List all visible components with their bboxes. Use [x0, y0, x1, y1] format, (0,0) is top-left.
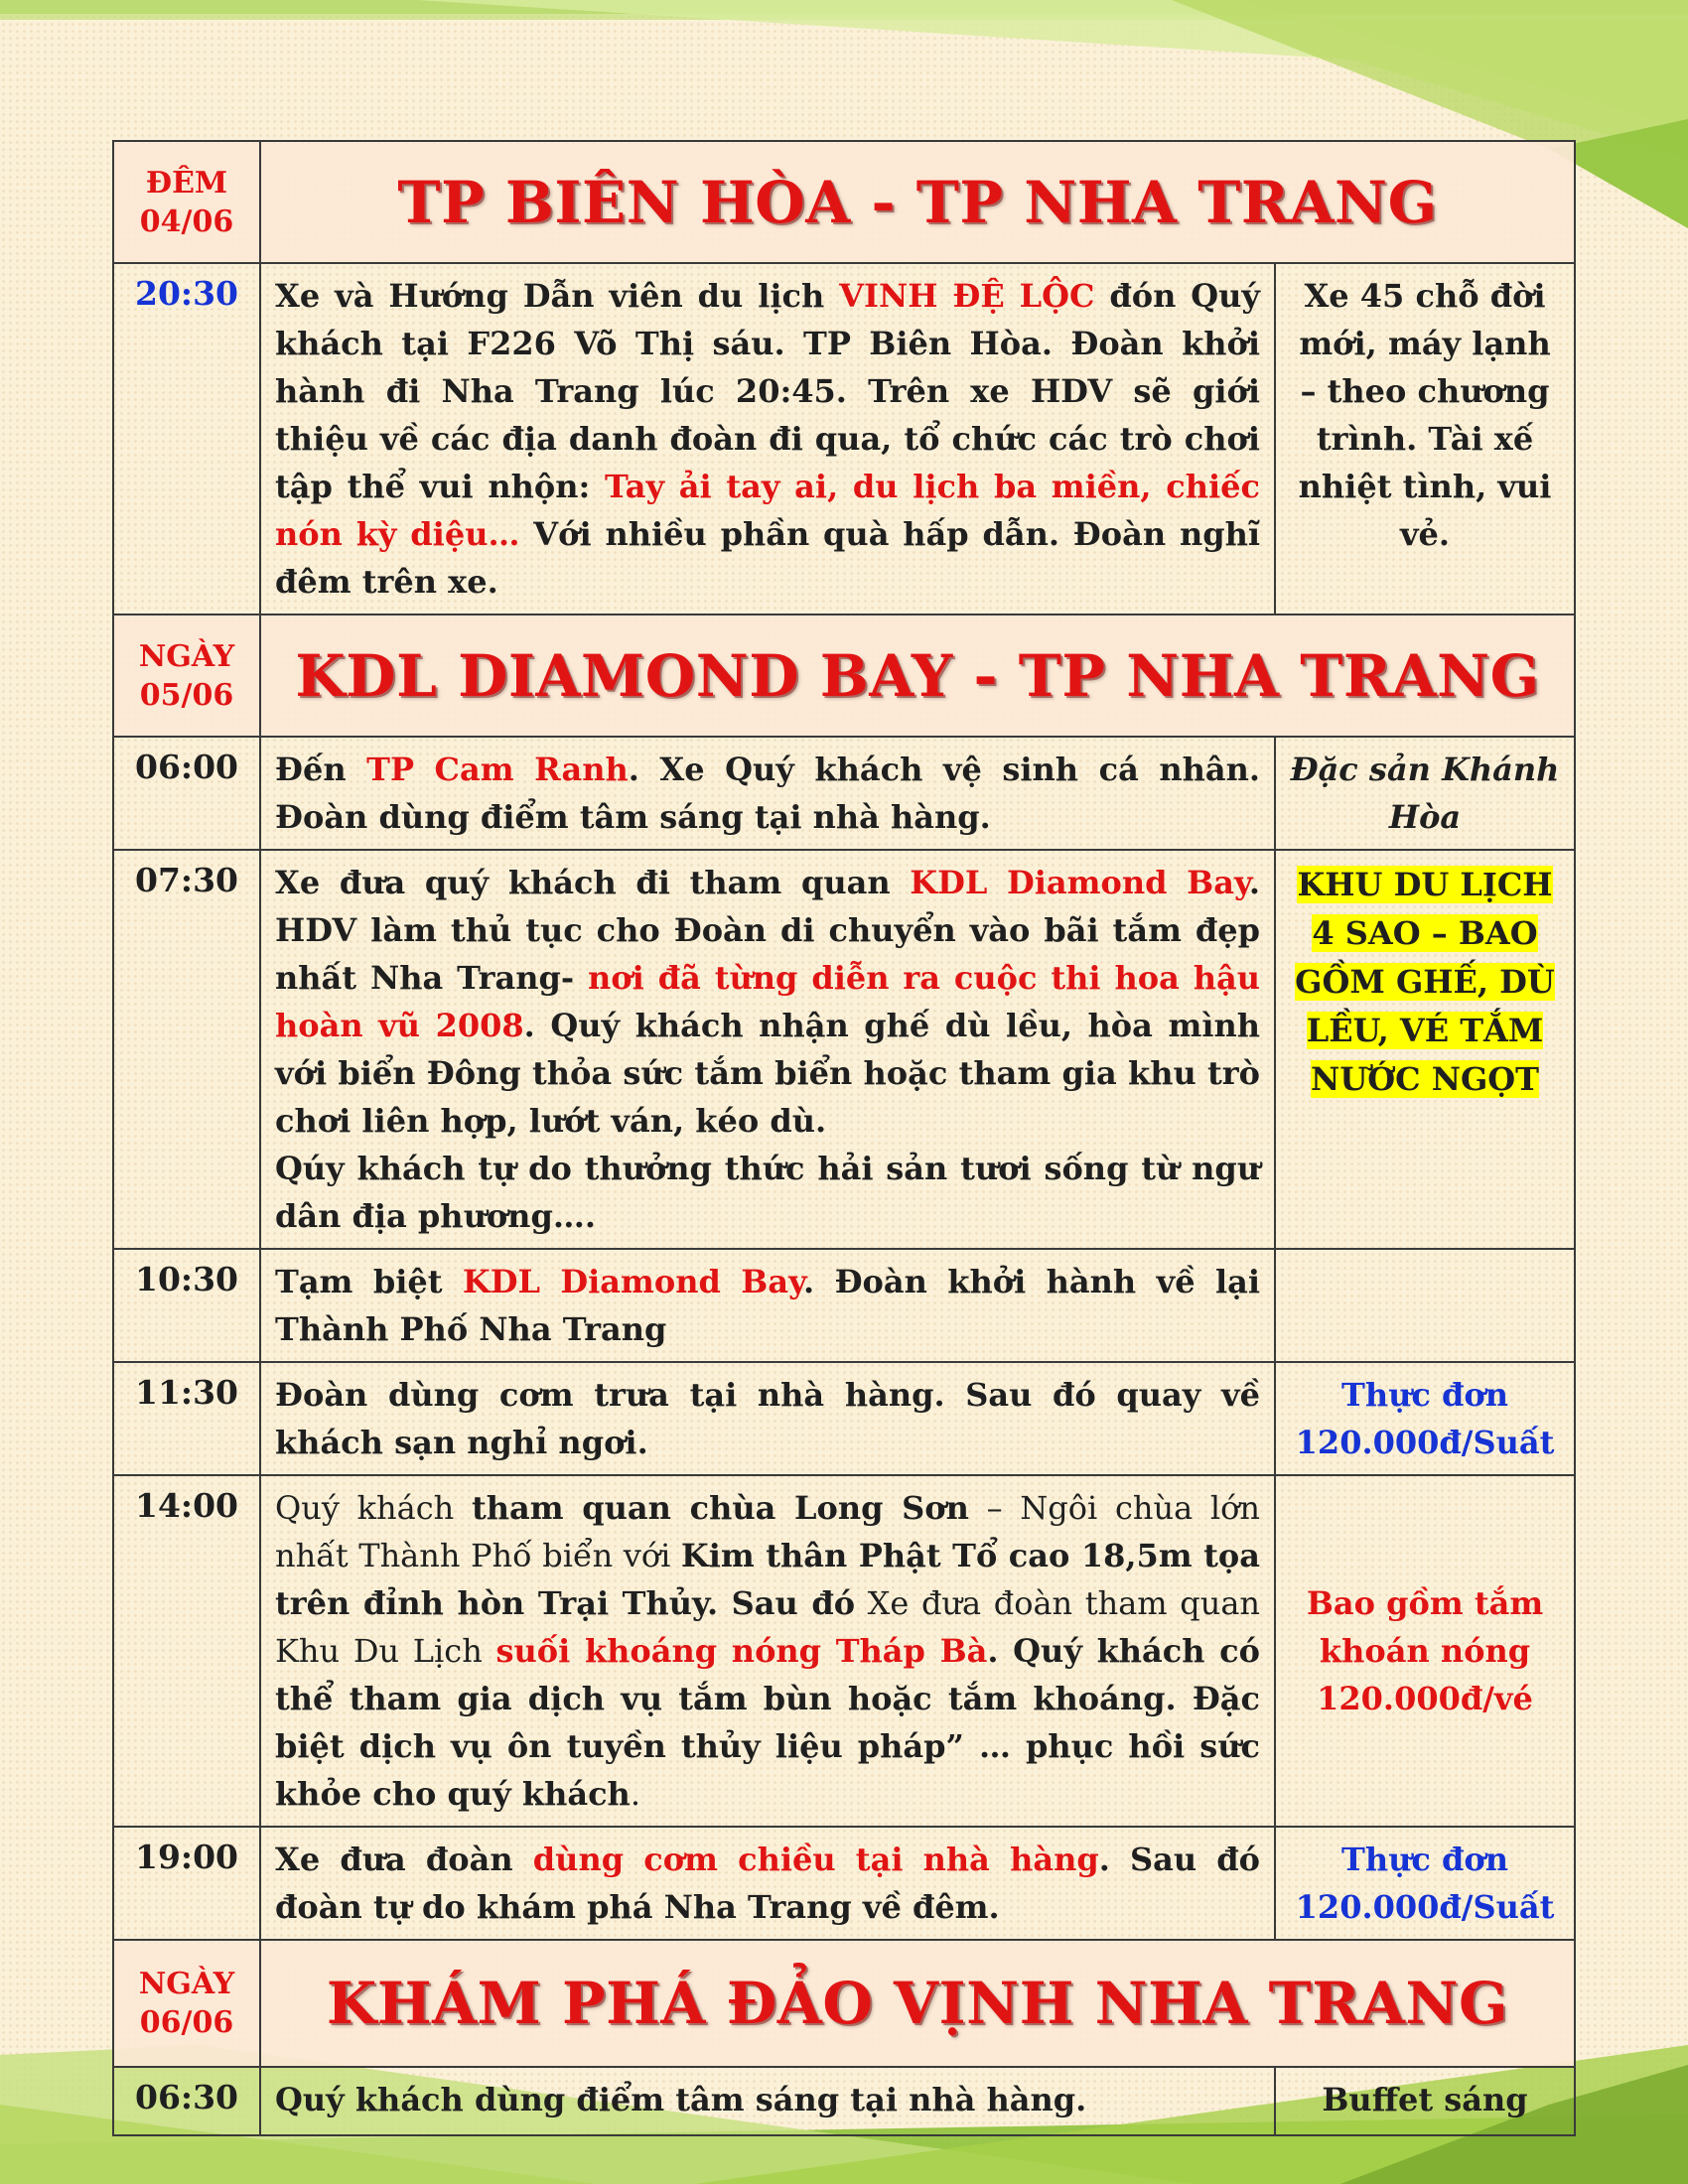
- day-header-row: [113, 1940, 1575, 2067]
- time-cell: 20:30: [113, 263, 260, 614]
- day-label-date: 06/06: [139, 2005, 234, 2040]
- place-name: TP Cam Ranh: [366, 751, 629, 788]
- day-label: [113, 614, 260, 737]
- text-segment: . Sau đó đoàn tự do khám phá Nha Trang về đêm.: [275, 1841, 1261, 1926]
- note-cell: Buffet sáng: [1275, 2067, 1575, 2135]
- schedule-row: [113, 2067, 1575, 2135]
- guide-name: VINH ĐỆ LỘC: [839, 277, 1095, 315]
- note-cell: [1275, 850, 1575, 1249]
- highlight-text: dùng cơm chiều tại nhà hàng: [532, 1841, 1099, 1878]
- paragraph: [275, 859, 1260, 1145]
- schedule-row: [113, 1249, 1575, 1362]
- text-segment: . Xe Quý khách vệ sinh cá nhân. Đoàn dùng điểm tâm sáng tại nhà hàng.: [275, 751, 1261, 836]
- activity-description: [260, 850, 1275, 1249]
- text-segment: . Quý khách nhận ghế dù lều, hòa mình với biển Đông thỏa sức tắm biển hoặc tham gia khu trò chơi liên hợp, lướt ván, kéo dù.: [275, 1007, 1261, 1140]
- place-name: KDL Diamond Bay: [462, 1263, 804, 1300]
- text-segment: Đến: [275, 751, 367, 788]
- activity-description: [260, 263, 1275, 614]
- schedule-row: [113, 1362, 1575, 1475]
- schedule-row: [113, 1827, 1575, 1940]
- text-segment: Xe và Hướng Dẫn viên du lịch: [275, 277, 840, 315]
- paragraph: Qúy khách tự do thưởng thức hải sản tươi sống từ ngư dân địa phương….: [275, 1150, 1260, 1235]
- day-title: KHÁM PHÁ ĐẢO VỊNH NHA TRANG: [260, 1940, 1575, 2067]
- activity-description: [260, 1475, 1275, 1827]
- schedule-row: [113, 850, 1575, 1249]
- time-cell: 06:00: [113, 737, 260, 850]
- day-header-row: [113, 614, 1575, 737]
- text-segment: đón Quý khách tại F226 Võ Thị sáu. TP Biên Hòa. Đoàn khởi hành đi Nha Trang lúc 20:45. Trên xe HDV sẽ giới thiệu về các địa danh đoàn đi qua, tổ chức các trò chơi tập thể vui nhộn:: [275, 277, 1260, 505]
- note-text: Bao gồm tắm khoán nóng 120.000đ/vé: [1306, 1584, 1544, 1717]
- schedule-row: [113, 263, 1575, 614]
- note-cell: [1275, 1249, 1575, 1362]
- day-label-date: 04/06: [139, 204, 234, 239]
- text-segment: .: [630, 1775, 640, 1813]
- day-label-top: NGÀY: [138, 638, 235, 674]
- note-cell: Thực đơn 120.000đ/Suất: [1275, 1362, 1575, 1475]
- note-cell: Xe 45 chỗ đời mới, máy lạnh – theo chương trình. Tài xế nhiệt tình, vui vẻ.: [1275, 263, 1575, 614]
- activity-description: [260, 1249, 1275, 1362]
- bold-text: Kim thân Phật Tổ cao 18,5m tọa trên đỉnh hòn Trại Thủy. Sau đó: [275, 1537, 1260, 1622]
- text-segment: Tạm biệt: [275, 1263, 463, 1300]
- text-segment: Xe đưa đoàn tham quan Khu Du Lịch: [275, 1584, 1261, 1670]
- text-segment: – Ngôi chùa lớn nhất Thành Phố biển với: [275, 1489, 1261, 1574]
- text-segment: . Đoàn khởi hành về lại Thành Phố Nha Trang: [275, 1263, 1261, 1348]
- games-list: Tay ải tay ai, du lịch ba miền, chiếc nón kỳ diệu…: [275, 468, 1261, 553]
- time-cell: 06:30: [113, 2067, 260, 2135]
- day-title: TP BIÊN HÒA - TP NHA TRANG: [260, 141, 1575, 263]
- day-label-date: 05/06: [139, 677, 234, 713]
- itinerary-table: [112, 140, 1576, 2136]
- time-cell: 11:30: [113, 1362, 260, 1475]
- time-cell: 10:30: [113, 1249, 260, 1362]
- time-cell: 19:00: [113, 1827, 260, 1940]
- place-name: suối khoáng nóng Tháp Bà: [495, 1632, 988, 1670]
- highlighted-note: KHU DU LỊCH 4 SAO – BAO GỒM GHẾ, DÙ LỀU, VÉ TẮM NƯỚC NGỌT: [1295, 866, 1555, 1098]
- day-label-top: NGÀY: [138, 1967, 235, 2001]
- text-segment: Quý khách: [275, 1489, 472, 1527]
- highlight-text: nơi đã từng diễn ra cuộc thi hoa hậu hoàn vũ 2008: [275, 959, 1261, 1044]
- activity-description: [260, 1827, 1275, 1940]
- day-header-row: [113, 141, 1575, 263]
- day-label: [113, 1940, 260, 2067]
- day-title: KDL DIAMOND BAY - TP NHA TRANG: [260, 614, 1575, 737]
- note-cell: Đặc sản Khánh Hòa: [1275, 737, 1575, 850]
- schedule-row: [113, 1475, 1575, 1827]
- activity-description: [260, 737, 1275, 850]
- time-cell: 07:30: [113, 850, 260, 1249]
- text-segment: Với nhiều phần quà hấp dẫn. Đoàn nghĩ đêm trên xe.: [275, 515, 1260, 601]
- itinerary-sheet: [112, 140, 1574, 2136]
- text-segment: Xe đưa đoàn: [275, 1841, 533, 1878]
- bold-text: . Quý khách có thể tham gia dịch vụ tắm bùn hoặc tắm khoáng. Đặc biệt dịch vụ ôn tuyền thủy liệu pháp” … phục hồi sức khỏe cho quý khách: [275, 1632, 1260, 1813]
- note-cell: Thực đơn 120.000đ/Suất: [1275, 1827, 1575, 1940]
- schedule-row: [113, 737, 1575, 850]
- text-segment: . HDV làm thủ tục cho Đoàn di chuyển vào bãi tắm đẹp nhất Nha Trang-: [275, 864, 1261, 997]
- bold-text: tham quan chùa Long Sơn: [471, 1489, 969, 1527]
- day-label: [113, 141, 260, 263]
- activity-description: Quý khách dùng điểm tâm sáng tại nhà hàng.: [260, 2067, 1275, 2135]
- note-cell: [1275, 1475, 1575, 1827]
- place-name: KDL Diamond Bay: [910, 864, 1249, 901]
- time-cell: 14:00: [113, 1475, 260, 1827]
- activity-description: Đoàn dùng cơm trưa tại nhà hàng. Sau đó quay về khách sạn nghỉ ngơi.: [260, 1362, 1275, 1475]
- day-label-top: ĐÊM: [145, 165, 228, 201]
- text-segment: Xe đưa quý khách đi tham quan: [275, 864, 911, 901]
